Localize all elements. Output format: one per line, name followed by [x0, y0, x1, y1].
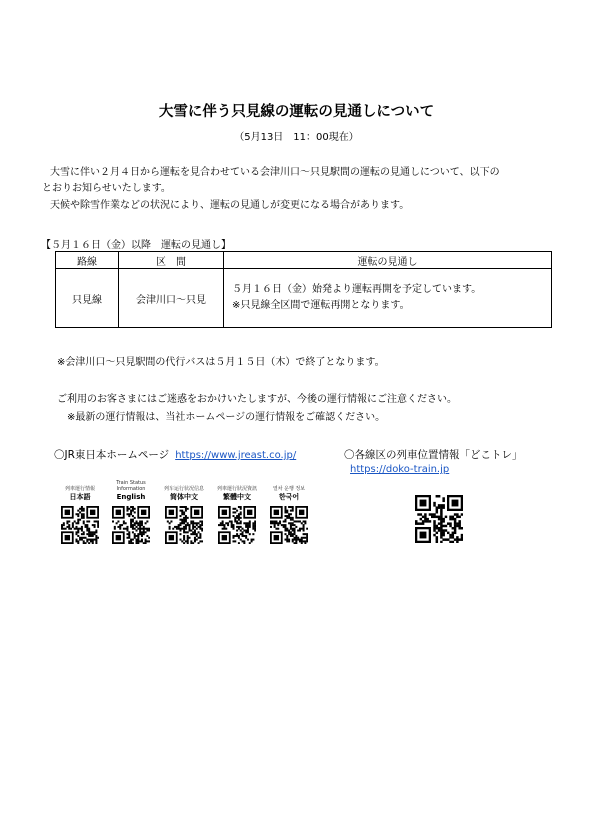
qr-language: 繁體中文 — [223, 493, 251, 501]
qr-language: 日本語 — [69, 493, 91, 501]
qr-caption: 列車運行狀況資訊 — [216, 486, 257, 492]
bus-note: ※会津川口～只見駅間の代行バスは５月１５日（木）で終了となります。 — [57, 357, 385, 368]
outlook-line-1: ５月１６日（金）始発より運転再開を予定しています。 — [232, 284, 482, 295]
qr-language: English — [116, 493, 146, 501]
outlook-line-2: ※只見線全区間で運転再開となります。 — [232, 300, 410, 311]
qr-code-icon[interactable] — [165, 506, 203, 544]
qr-code-icon[interactable] — [415, 495, 463, 543]
section-heading: 【５月１６日（金）以降 運転の見通し】 — [41, 240, 231, 251]
intro-line-1: 大雪に伴い２月４日から運転を見合わせている会津川口～只見駅間の運転の見通しについて、以下の — [50, 167, 500, 178]
jr-homepage-link[interactable]: https://www.jreast.co.jp/ — [175, 450, 297, 461]
jr-homepage-label: 〇JR東日本ホームページ — [54, 449, 170, 461]
qr-code-icon[interactable] — [270, 506, 308, 544]
cell-section: 会津川口～只見 — [119, 269, 224, 328]
qr-japanese — [54, 474, 106, 544]
as-of-timestamp: （5月13日 11：00現在） — [234, 132, 359, 143]
thanks-note: ご利用のお客さまにはご迷惑をおかけいたしますが、今後の運行情報にご注意ください。 — [57, 394, 457, 405]
qr-english — [105, 474, 157, 544]
qr-caption: 열차 운행 정보 — [272, 486, 306, 492]
qr-caption: Train Status Information — [116, 480, 146, 492]
qr-caption: 列车运行状况信息 — [163, 486, 204, 492]
cell-outlook — [224, 269, 552, 328]
operation-outlook-table — [55, 251, 552, 328]
qr-code-icon[interactable] — [112, 506, 150, 544]
qr-caption: 列車運行情報 — [64, 486, 95, 492]
qr-language: 한국어 — [278, 493, 300, 501]
qr-korean — [263, 474, 315, 544]
cell-line: 只見線 — [56, 269, 119, 328]
jr-homepage-row — [54, 447, 296, 462]
page-title: 大雪に伴う只見線の運転の見通しについて — [158, 104, 435, 120]
qr-code-icon[interactable] — [61, 506, 99, 544]
qr-code-icon[interactable] — [218, 506, 256, 544]
qr-traditional-chinese — [211, 474, 263, 544]
intro-line-2: とおりお知らせいたします。 — [42, 183, 171, 194]
column-header-outlook: 運転の見通し — [224, 252, 552, 269]
latest-info-note: ※最新の運行情報は、当社ホームページの運行情報をご確認ください。 — [67, 412, 386, 423]
intro-line-3: 天候や除雪作業などの状況により、運転の見通しが変更になる場合があります。 — [50, 200, 410, 211]
doko-train-label: 〇各線区の列車位置情報「どこトレ」 — [344, 449, 523, 461]
doko-train-link[interactable]: https://doko-train.jp — [350, 464, 450, 475]
qr-language: 简体中文 — [170, 493, 198, 501]
column-header-line: 路線 — [56, 252, 119, 269]
table-row — [56, 269, 552, 328]
table-header-row — [56, 252, 552, 269]
qr-simplified-chinese — [158, 474, 210, 544]
column-header-section: 区 間 — [119, 252, 224, 269]
